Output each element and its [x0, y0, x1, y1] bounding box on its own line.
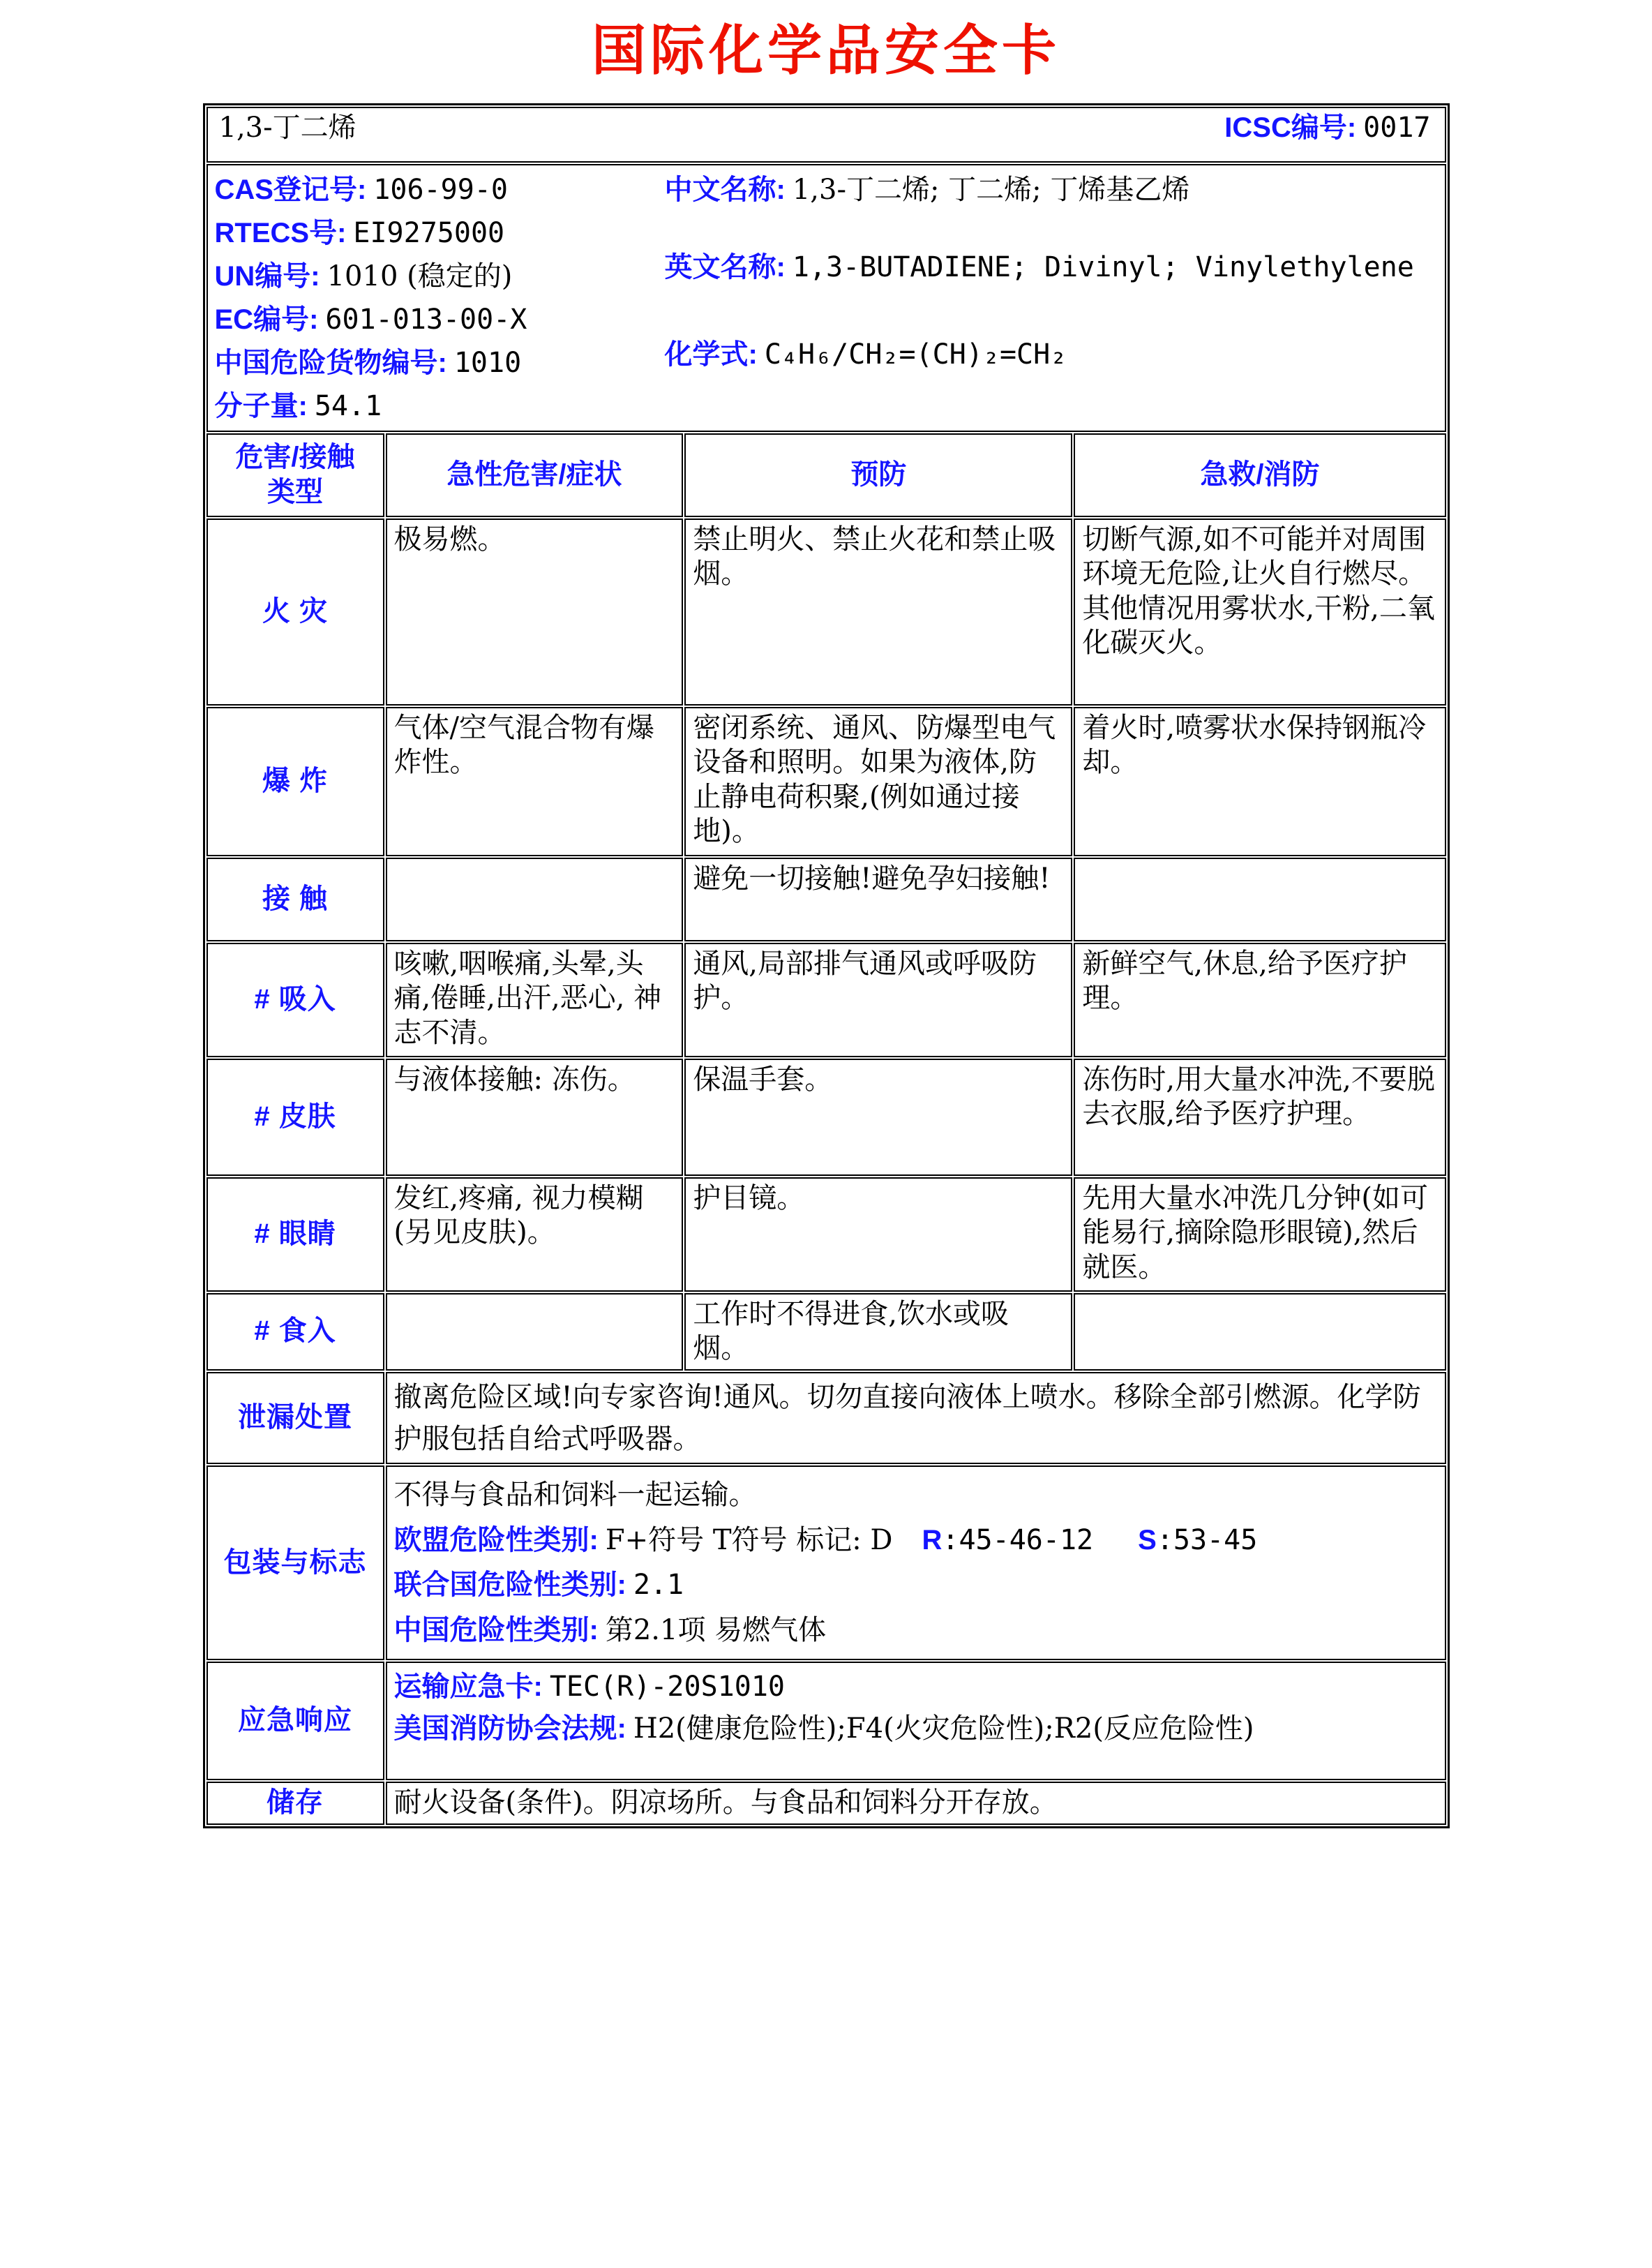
tec-value: TEC(R)-20S1010: [549, 1671, 785, 1703]
fire-prevention: 禁止明火、禁止火花和禁止吸烟。: [684, 518, 1072, 706]
row-inhalation-label: # 吸入: [206, 943, 384, 1057]
formula-label: 化学式:: [664, 338, 758, 370]
packaging-content: [386, 1465, 1446, 1660]
r-phrases-value: :45-46-12: [942, 1523, 1094, 1556]
contact-symptoms: [386, 858, 684, 941]
chinese-name-value: 1,3-丁二烯; 丁二烯; 丁烯基乙烯: [792, 173, 1190, 206]
row-skin: [206, 1059, 1446, 1176]
nfpa-value: H2(健康危险性);F4(火灾危险性);R2(反应危险性): [633, 1713, 1254, 1745]
header-prevention: 预防: [684, 433, 1072, 517]
row-packaging: [206, 1465, 1446, 1660]
emergency-content: [386, 1662, 1446, 1780]
explosion-response: 着火时,喷雾状水保持钢瓶冷却。: [1074, 707, 1446, 856]
identifier-china-dg: [215, 341, 665, 385]
eu-hazard-label: 欧盟危险性类别:: [393, 1524, 599, 1555]
cn-hazard-value: 第2.1项 易燃气体: [605, 1614, 827, 1647]
identifier-list: [215, 168, 665, 428]
row-spill: [206, 1372, 1446, 1464]
header-hazard-type-line2: 类型: [267, 476, 323, 507]
contact-prevention: 避免一切接触!避免孕妇接触!: [684, 858, 1072, 941]
row-ingestion: [206, 1293, 1446, 1371]
icsc-number: 0017: [1363, 111, 1431, 144]
formula-line: [665, 333, 1438, 376]
icsc-label: ICSC编号:: [1224, 112, 1357, 143]
un-value: 1010 (稳定的): [326, 260, 513, 292]
page-title: 国际化学品安全卡: [591, 20, 1060, 81]
row-storage: [206, 1782, 1446, 1825]
eyes-response: 先用大量水冲洗几分钟(如可能易行,摘除隐形眼镜),然后就医。: [1074, 1177, 1446, 1292]
icsc-card-table: [203, 103, 1450, 1828]
packaging-cn-line: [394, 1611, 1438, 1650]
header-symptoms: 急性危害/症状: [386, 433, 684, 517]
row-fire: [206, 518, 1446, 706]
emergency-nfpa-line: [394, 1708, 1438, 1750]
row-inhalation: [206, 943, 1446, 1057]
molweight-label: 分子量:: [214, 390, 308, 421]
inhalation-prevention: 通风,局部排气通风或呼吸防护。: [684, 943, 1072, 1057]
packaging-transport-note: 不得与食品和饲料一起运输。: [393, 1478, 757, 1511]
row-fire-label: 火 灾: [206, 518, 384, 706]
skin-symptoms: 与液体接触: 冻伤。: [386, 1059, 684, 1176]
identifier-un: [215, 255, 665, 298]
eyes-symptoms: 发红,疼痛, 视力模糊(另见皮肤)。: [386, 1177, 684, 1292]
packaging-eu-line: [394, 1521, 1438, 1560]
fire-symptoms: 极易燃。: [386, 518, 684, 706]
row-explosion-label: 爆 炸: [206, 707, 384, 856]
un-hazard-label: 联合国危险性类别:: [393, 1569, 626, 1601]
spill-content: 撤离危险区域!向专家咨询!通风。切勿直接向液体上喷水。移除全部引燃源。化学防护服包括自给式呼吸器。: [386, 1372, 1446, 1464]
eu-hazard-value: F+符号 T符号 标记: D: [605, 1523, 893, 1556]
english-name-line: [665, 248, 1438, 287]
ingestion-response: [1074, 1293, 1446, 1371]
inhalation-symptoms: 咳嗽,咽喉痛,头晕,头痛,倦睡,出汗,恶心, 神志不清。: [386, 943, 684, 1057]
china-dg-label: 中国危险货物编号:: [214, 347, 447, 378]
cas-label: CAS登记号:: [214, 174, 367, 205]
packaging-label: 包装与标志: [206, 1465, 384, 1660]
explosion-symptoms: 气体/空气混合物有爆炸性。: [386, 707, 684, 856]
molweight-value: 54.1: [314, 389, 382, 422]
storage-content: 耐火设备(条件)。阴凉场所。与食品和饲料分开存放。: [386, 1782, 1446, 1825]
cas-value: 106-99-0: [373, 173, 508, 206]
contact-response: [1074, 858, 1446, 941]
eyes-prevention: 护目镜。: [684, 1177, 1072, 1292]
un-hazard-value: 2.1: [633, 1569, 684, 1602]
nfpa-label: 美国消防协会法规:: [393, 1713, 626, 1745]
ingestion-prevention: 工作时不得进食,饮水或吸烟。: [684, 1293, 1072, 1371]
cn-hazard-label: 中国危险性类别:: [393, 1615, 599, 1646]
english-name-label: 英文名称:: [664, 251, 786, 283]
skin-response: 冻伤时,用大量水冲洗,不要脱去衣服,给予医疗护理。: [1074, 1059, 1446, 1176]
explosion-prevention: 密闭系统、通风、防爆型电气设备和照明。如果为液体,防止静电荷积聚,(例如通过接地)。: [684, 707, 1072, 856]
names-block: [665, 168, 1438, 376]
un-label: UN编号:: [214, 260, 320, 292]
row-contact-label: 接 触: [206, 858, 384, 941]
icsc-page: [0, 20, 1652, 1828]
chinese-name-label: 中文名称:: [664, 174, 786, 205]
row-ingestion-label: # 食入: [206, 1293, 384, 1371]
identifier-ec: [215, 298, 665, 341]
storage-label: 储存: [206, 1782, 384, 1825]
icsc-number-group: [1224, 111, 1437, 146]
row-emergency: [206, 1662, 1446, 1780]
s-phrases-label: S: [1138, 1524, 1157, 1555]
inhalation-response: 新鲜空气,休息,给予医疗护理。: [1074, 943, 1446, 1057]
header-hazard-type-line1: 危害/接触: [235, 442, 355, 473]
ingestion-symptoms: [386, 1293, 684, 1371]
skin-prevention: 保温手套。: [684, 1059, 1072, 1176]
row-eyes-label: # 眼睛: [206, 1177, 384, 1292]
english-name-value: 1,3-BUTADIENE; Divinyl; Vinylethylene: [792, 251, 1414, 283]
row-contact: [206, 858, 1446, 941]
title-row-cell: [206, 107, 1446, 163]
ec-label: EC编号:: [214, 304, 319, 335]
chinese-name-line: [665, 168, 1438, 211]
r-phrases-label: R: [922, 1524, 943, 1555]
header-hazard-type: [206, 433, 384, 517]
identifiers-cell: [206, 164, 1446, 432]
fire-response: 切断气源,如不可能并对周围环境无危险,让火自行燃尽。其他情况用雾状水,干粉,二氧化碳灭火。: [1074, 518, 1446, 706]
row-skin-label: # 皮肤: [206, 1059, 384, 1176]
identifier-rtecs: [215, 211, 665, 255]
header-first-aid: 急救/消防: [1074, 433, 1446, 517]
ec-value: 601-013-00-X: [325, 303, 527, 336]
identifier-molweight: [215, 385, 665, 428]
china-dg-value: 1010: [453, 346, 522, 379]
s-phrases-value: :53-45: [1156, 1523, 1258, 1556]
identifier-cas: [215, 168, 665, 211]
tec-label: 运输应急卡:: [393, 1671, 543, 1703]
emergency-tec-line: [394, 1666, 1438, 1708]
rtecs-value: EI9275000: [353, 216, 505, 249]
row-explosion: [206, 707, 1446, 856]
rtecs-label: RTECS号:: [214, 217, 347, 248]
spill-label: 泄漏处置: [206, 1372, 384, 1464]
emergency-label: 应急响应: [206, 1662, 384, 1780]
formula-value: C₄H₆/CH₂=(CH)₂=CH₂: [764, 338, 1067, 371]
chemical-name: 1,3-丁二烯: [218, 111, 356, 144]
row-eyes: [206, 1177, 1446, 1292]
packaging-un-line: [394, 1565, 1438, 1605]
